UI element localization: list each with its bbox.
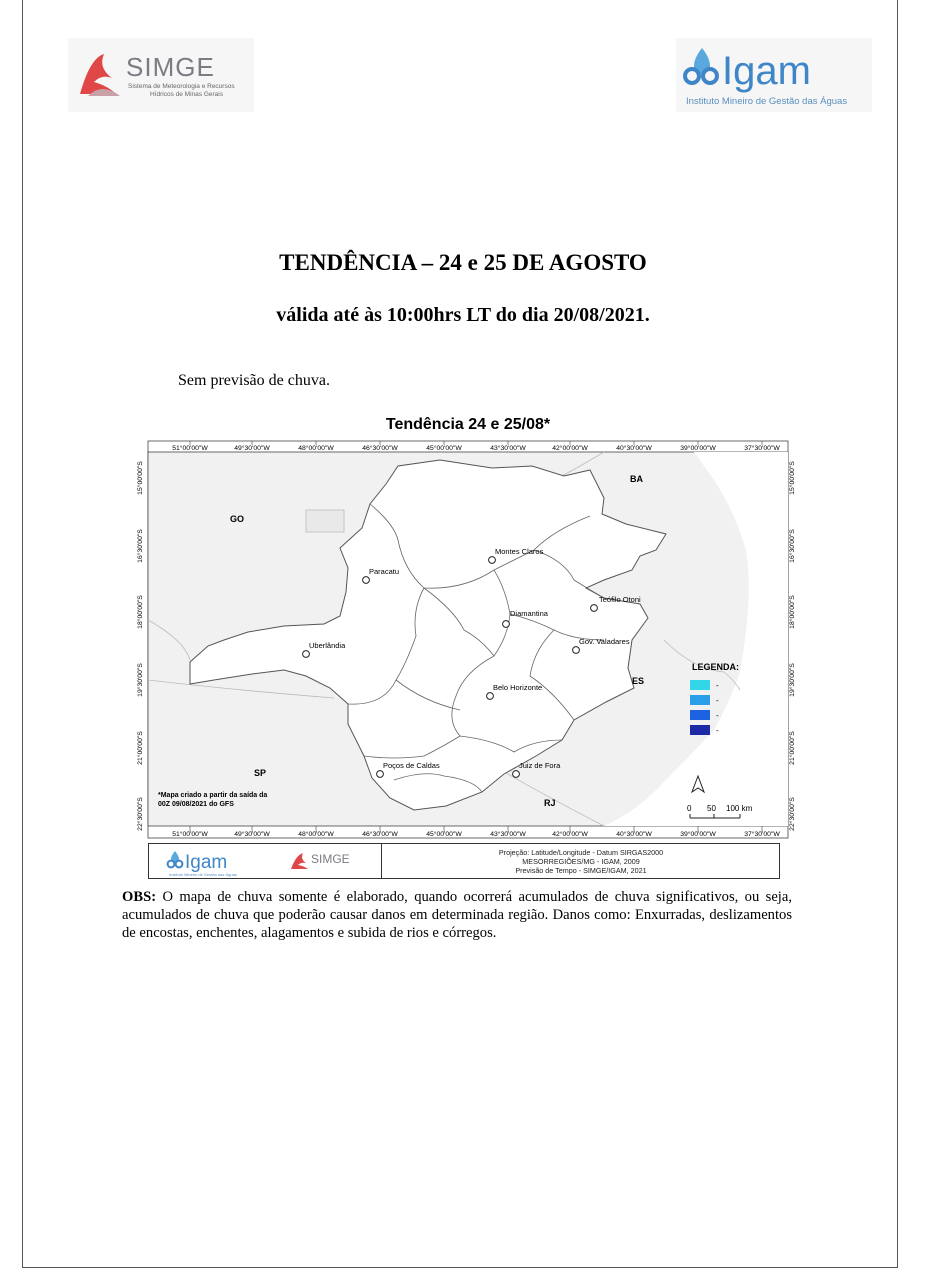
city-dot-icon xyxy=(591,605,598,612)
longitude-label: 49°30'00"W xyxy=(234,831,270,838)
city-dot-icon xyxy=(489,557,496,564)
longitude-label: 48°00'00"W xyxy=(298,831,334,838)
simge-logo xyxy=(68,38,254,112)
city-dot-icon xyxy=(363,577,370,584)
city-dot-icon xyxy=(513,771,520,778)
longitude-label: 43°30'00"W xyxy=(490,445,526,452)
city-dot-icon xyxy=(573,647,580,654)
latitude-label: 21°00'00"S xyxy=(137,731,144,765)
longitude-label: 37°30'00"W xyxy=(744,445,780,452)
scale-mid: 50 xyxy=(707,804,716,813)
latitude-label: 18°00'00"S xyxy=(789,595,796,629)
map-container xyxy=(134,412,802,882)
footer-mesoregions: MESORREGIÕES/MG - IGAM, 2009 xyxy=(522,857,640,866)
latitude-label: 21°00'00"S xyxy=(789,731,796,765)
longitude-label: 51°00'00"W xyxy=(172,831,208,838)
city-label: Uberlândia xyxy=(309,641,346,650)
longitude-label: 40°30'00"W xyxy=(616,831,652,838)
legend-label: - xyxy=(716,711,719,720)
obs-label: OBS: xyxy=(122,889,157,905)
state-label-sp: SP xyxy=(254,768,267,778)
footer-forecast: Previsão de Tempo - SIMGE/IGAM, 2021 xyxy=(515,866,647,875)
latitude-label: 19°30'00"S xyxy=(789,663,796,697)
legend-label: - xyxy=(716,696,719,705)
latitude-label: 22°30'00"S xyxy=(137,797,144,831)
legend-swatch xyxy=(690,710,710,720)
latitude-label: 22°30'00"S xyxy=(789,797,796,831)
document-subtitle: válida até às 10:00hrs LT do dia 20/08/2021. xyxy=(276,304,650,326)
legend-swatch xyxy=(690,725,710,735)
svg-text:Instituto Mineiro de Gestão da: Instituto Mineiro de Gestão das Águas xyxy=(169,872,237,877)
state-label-rj: RJ xyxy=(544,798,556,808)
svg-text:SIMGE: SIMGE xyxy=(311,852,350,866)
longitude-label: 42°00'00"W xyxy=(552,831,588,838)
city-label: Poços de Caldas xyxy=(383,761,440,770)
longitude-label: 51°00'00"W xyxy=(172,445,208,452)
legend-title: LEGENDA: xyxy=(692,662,739,672)
state-label-es: ES xyxy=(632,676,645,686)
city-label: Montes Claros xyxy=(495,547,544,556)
state-label-go: GO xyxy=(230,514,245,524)
latitude-label: 15°00'00"S xyxy=(789,461,796,495)
city-label: Juiz de Fora xyxy=(519,761,561,770)
footer-credits xyxy=(381,848,781,875)
city-label: Belo Horizonte xyxy=(493,683,543,692)
latitude-label: 16°30'00"S xyxy=(137,529,144,563)
footer-igam-logo xyxy=(165,845,255,879)
svg-text:Instituto Mineiro de Gestão da: Instituto Mineiro de Gestão das Águas xyxy=(686,96,848,107)
longitude-label: 40°30'00"W xyxy=(616,445,652,452)
obs-paragraph xyxy=(122,888,792,942)
footer-simge-logo xyxy=(287,847,363,877)
svg-text:Sistema de Meteorologia e Recu: Sistema de Meteorologia e Recursos xyxy=(128,83,235,90)
longitude-label: 39°00'00"W xyxy=(680,831,716,838)
map-title: Tendência 24 e 25/08* xyxy=(385,416,551,433)
state-label-ba: BA xyxy=(630,474,643,484)
latitude-label: 19°30'00"S xyxy=(137,663,144,697)
weather-map xyxy=(134,440,802,870)
legend-swatch xyxy=(690,680,710,690)
city-dot-icon xyxy=(377,771,384,778)
legend-label: - xyxy=(716,726,719,735)
city-label: Gov. Valadares xyxy=(579,637,630,646)
svg-text:Hídricos de Minas Gerais: Hídricos de Minas Gerais xyxy=(150,91,223,98)
svg-text:Igam: Igam xyxy=(185,852,228,873)
longitude-label: 43°30'00"W xyxy=(490,831,526,838)
latitude-labels-left xyxy=(136,461,144,831)
scale-end: 100 km xyxy=(726,804,753,813)
longitude-label: 48°00'00"W xyxy=(298,445,334,452)
city-dot-icon xyxy=(487,693,494,700)
latitude-label: 18°00'00"S xyxy=(137,595,144,629)
longitude-label: 45°00'00"W xyxy=(426,831,462,838)
obs-text: O mapa de chuva somente é elaborado, quando ocorrerá acumulados de chuva significativos, ou seja, acumulados de chuva que poderão causar danos em determinada região. Danos como: Enxurradas, deslizamentos de encostas, enchentes, alagamentos e subida de rios e córregos. xyxy=(122,889,792,941)
city-dot-icon xyxy=(503,621,510,628)
city-label: Teófilo Otoni xyxy=(599,595,641,604)
longitude-label: 39°00'00"W xyxy=(680,445,716,452)
city-dot-icon xyxy=(303,651,310,658)
map-note-line-2: 00Z 09/08/2021 do GFS xyxy=(158,801,234,808)
legend-label: - xyxy=(716,681,719,690)
longitude-label: 37°30'00"W xyxy=(744,831,780,838)
legend-swatch xyxy=(690,695,710,705)
longitude-label: 46°30'00"W xyxy=(362,445,398,452)
city-label: Diamantina xyxy=(510,609,548,618)
latitude-label: 15°00'00"S xyxy=(137,461,144,495)
longitude-label: 45°00'00"W xyxy=(426,445,462,452)
igam-logo xyxy=(676,38,872,112)
latitude-label: 16°30'00"S xyxy=(789,529,796,563)
footer-projection: Projeção: Latitude/Longitude - Datum SIRGAS2000 xyxy=(498,848,664,857)
document-title: TENDÊNCIA – 24 e 25 DE AGOSTO xyxy=(279,250,647,275)
scale-zero: 0 xyxy=(687,804,692,813)
longitude-label: 42°00'00"W xyxy=(552,445,588,452)
svg-text:SIMGE: SIMGE xyxy=(126,52,215,82)
no-rain-text: Sem previsão de chuva. xyxy=(178,372,330,389)
map-note-line-1: *Mapa criado a partir da saída da xyxy=(158,792,268,799)
city-label: Paracatu xyxy=(369,567,400,576)
map-footer xyxy=(148,843,780,879)
longitude-label: 49°30'00"W xyxy=(234,445,270,452)
latitude-labels-right xyxy=(788,461,796,831)
longitude-label: 46°30'00"W xyxy=(362,831,398,838)
svg-text:Igam: Igam xyxy=(722,49,811,93)
